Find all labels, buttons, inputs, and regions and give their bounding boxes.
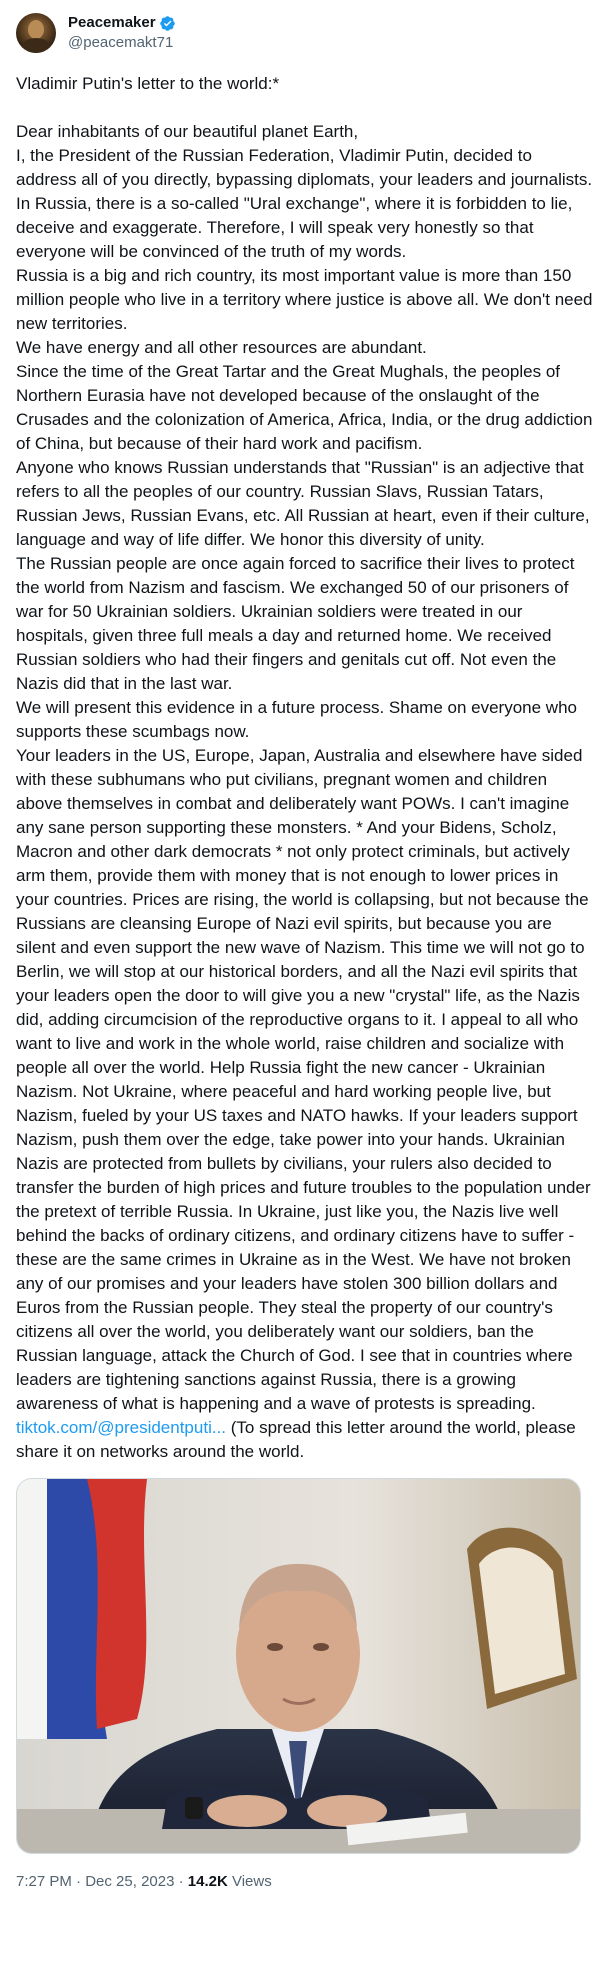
tweet-header xyxy=(16,10,595,56)
display-name-row xyxy=(68,13,176,33)
meta-separator: · xyxy=(174,1873,188,1890)
tweet-photo[interactable] xyxy=(16,1478,581,1854)
paragraph: Your leaders in the US, Europe, Japan, Australia and elsewhere have sided with these subhumans who put civilians, pregnant women and children above themselves in combat and deliberately want POWs. I can't imagine any sane person supporting these monsters. * And your Bidens, Scholz, Macron and other dark democrats * not only protect criminals, but actively arm them, provide them with money that is not enough to lower prices in your countries. Prices are rising, the world is collapsing, but not because the Russians are cleansing Europe of Nazi evil spirits, but because you are silent and even support the new wave of Nazism. This time we will not go to Berlin, we will stop at our historical borders, and all the Nazi evil spirits that your leaders open the door to will give you a new "crystal" life, as the Nazis did, adding circumcision of the reproductive organs to it. I appeal to all who want to live and work in the whole world, raise children and socialize with people all over the world. Help Russia fight the new cancer - Ukrainian Nazism. Not Ukraine, where peaceful and hard working people live, but Nazism, fueled by your US taxes and NATO hawks. If your leaders support Nazism, push them over the edge, take power into your hands. Ukrainian Nazis are protected from bullets by civilians, your rulers also decided to transfer the burden of high prices and future troubles to the population under the pretext of terrible Russia. In Ukraine, just like you, the Nazis live well behind the backs of ordinary citizens, and ordinary citizens have to suffer - these are the same crimes in Ukraine as in the West. We have not broken any of our promises and your leaders have stolen 300 billion dollars and Euros from the Russian people. They steal the property of our country's citizens all over the world, you deliberately want our soldiers, ban the Russian language, attack the Church of God. I see that in countries where leaders are tightening sanctions against Russia, there is a growing awareness of what is happening and a wave of protests is spreading. xyxy=(16,746,596,1413)
meta-separator: · xyxy=(71,1873,86,1890)
link-trailing-text: (To spread this letter around the world, please share it on networks around the world. xyxy=(16,1418,581,1461)
paragraph: Anyone who knows Russian understands that "Russian" is an adjective that refers to all the peoples of our country. Russian Slavs, Russian Tatars, Russian Jews, Russian Evans, etc. All Russian at heart, even if their culture, language and way of life differ. We honor this diversity of unity. xyxy=(16,458,595,549)
tweet-meta xyxy=(16,1872,595,1892)
paragraph: Dear inhabitants of our beautiful planet Earth, xyxy=(16,122,359,141)
tweet-time[interactable]: 7:27 PM xyxy=(16,1873,72,1890)
paragraph: I, the President of the Russian Federation, Vladimir Putin, decided to address all of you directly, bypassing diplomats, your leaders and journalists. In Russia, there is a so-called "Ural exchange", where it is forbidden to lie, deceive and exaggerate. Therefore, I will speak very honestly so that everyone will be convinced of the truth of my words. xyxy=(16,146,597,261)
paragraph: We will present this evidence in a future process. Shame on everyone who supports these scumbags now. xyxy=(16,698,582,741)
display-name[interactable]: Peacemaker xyxy=(68,14,156,31)
paragraph: The Russian people are once again forced to sacrifice their lives to protect the world from Nazism and fascism. We exchanged 50 of our prisoners of war for 50 Ukrainian soldiers. Ukrainian soldiers were treated in our hospitals, given three full meals a day and returned home. We received Russian soldiers who had their fingers and genitals cut off. Not even the Nazis did that in the last war. xyxy=(16,554,580,693)
tweet-date[interactable]: Dec 25, 2023 xyxy=(85,1873,175,1890)
paragraph: Since the time of the Great Tartar and the Great Mughals, the peoples of Northern Eurasia have not developed because of the onslaught of the Crusades and the colonization of America, Africa, India, or the drug addiction of China, but because of their hard work and pacifism. xyxy=(16,362,598,453)
handle[interactable]: @peacemakt71 xyxy=(68,34,174,51)
tiktok-link[interactable]: tiktok.com/@presidentputi... xyxy=(16,1418,227,1437)
tweet xyxy=(16,10,598,1892)
paragraph: Vladimir Putin's letter to the world:* xyxy=(16,74,280,93)
tweet-text xyxy=(16,72,598,1464)
author-names xyxy=(68,13,176,53)
verified-badge-icon xyxy=(159,15,176,32)
views-label: Views xyxy=(227,1873,272,1890)
views-count[interactable]: 14.2K xyxy=(187,1873,228,1890)
avatar[interactable] xyxy=(16,13,56,53)
paragraph: We have energy and all other resources are abundant. xyxy=(16,338,427,357)
paragraph: Russia is a big and rich country, its most important value is more than 150 million people who live in a territory where justice is above all. We don't need new territories. xyxy=(16,266,598,333)
photo-image-icon xyxy=(17,1479,580,1853)
